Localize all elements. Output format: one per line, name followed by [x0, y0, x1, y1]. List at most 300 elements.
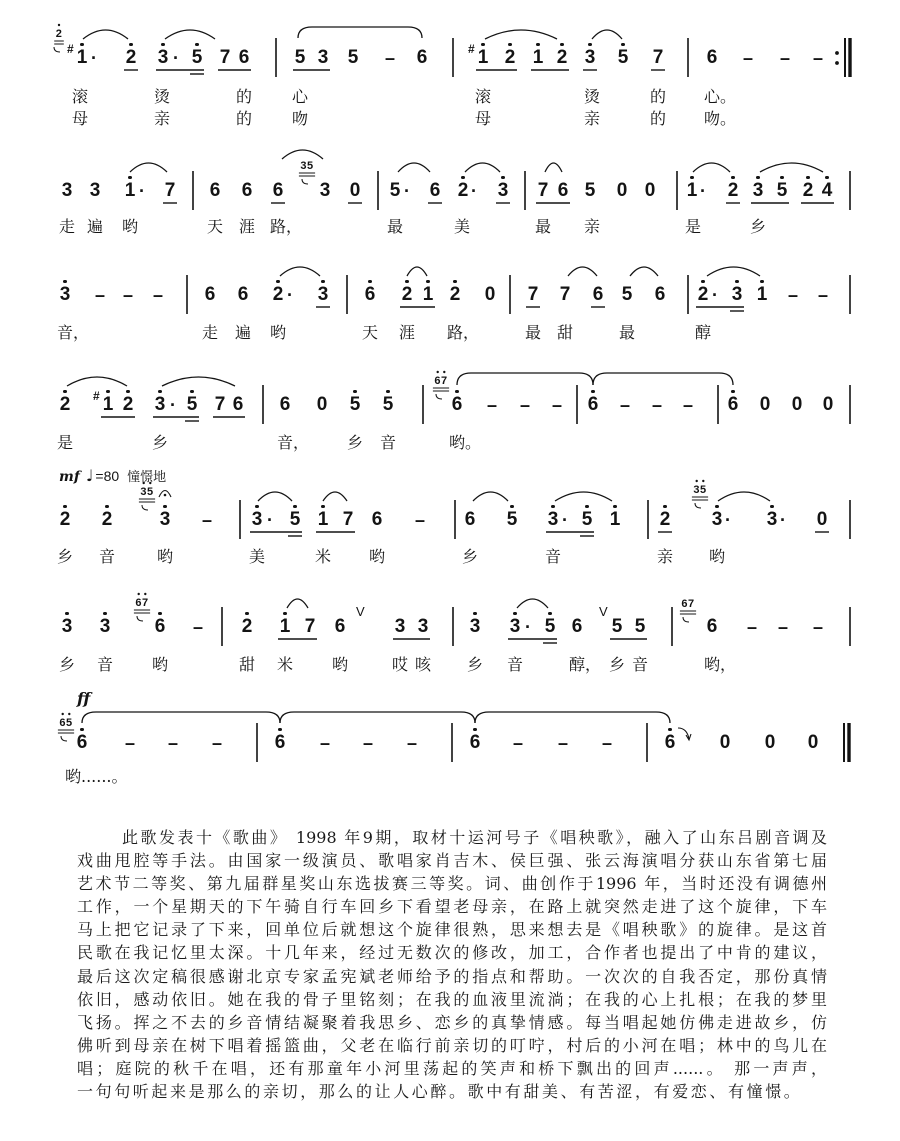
rest — [760, 733, 780, 753]
note — [465, 617, 485, 637]
note — [57, 617, 77, 637]
slur-curve — [407, 267, 427, 276]
lyric-word: 哟 — [122, 217, 139, 236]
octave-dot-above-icon — [461, 176, 464, 179]
note — [97, 510, 117, 530]
note-digit: – — [414, 510, 425, 530]
note — [55, 395, 75, 415]
note-digit: – — [362, 733, 373, 753]
note — [702, 617, 722, 637]
lyric-word: 遍 — [235, 323, 252, 342]
octave-dot-above-icon — [510, 505, 513, 508]
hold-dash — [775, 48, 795, 68]
note-digit: 3 — [319, 180, 331, 201]
note — [55, 285, 75, 305]
note-digit: 6 — [232, 394, 244, 415]
note-digit: – — [651, 395, 662, 415]
note — [460, 510, 480, 530]
rest — [480, 285, 500, 305]
note-digit: 6 — [274, 732, 286, 753]
note — [555, 285, 575, 305]
octave-dot-above-icon — [591, 390, 594, 393]
lyric-word: 涯 — [239, 217, 256, 236]
slur-curve — [465, 163, 500, 172]
note-digit: – — [94, 285, 105, 305]
grace-octave-dot-icon — [437, 371, 439, 373]
grace-octave-dot-icon — [62, 713, 64, 715]
octave-dot-above-icon — [245, 612, 248, 615]
octave-dot-above-icon — [353, 390, 356, 393]
note-digit: 0 — [807, 732, 819, 753]
rest — [640, 181, 660, 201]
lyric-word: 米 — [277, 655, 294, 674]
hold-dash — [738, 48, 758, 68]
note — [233, 285, 253, 305]
rest — [787, 395, 807, 415]
description-line: 工作，一个星期天的下午骑自行车回乡下看望老母亲，在路上就突然走进了这个旋律，下车 — [77, 897, 827, 917]
note-digit: 6 — [727, 394, 739, 415]
note-digit: 2 — [272, 284, 284, 305]
grace-octave-dot-icon — [696, 480, 698, 482]
note-digit: 0 — [822, 394, 834, 415]
lyric-word: 的 — [650, 109, 667, 128]
lyric-word: 的 — [236, 109, 253, 128]
note-digit: 6 — [706, 616, 718, 637]
note-digit: 5 — [584, 180, 596, 201]
note — [313, 510, 333, 530]
lyric-word: 母 — [72, 109, 89, 128]
note-digit: 7 — [304, 616, 316, 637]
note-digit: 3 — [417, 616, 429, 637]
note-digit: · — [525, 617, 531, 637]
note — [553, 181, 573, 201]
description-line: 艺术节二等奖、第九届群星奖山东选拔赛三等奖。词、曲创作于1996 年，当时还没有调德州 — [77, 874, 827, 894]
lyric-word: 哟 — [709, 547, 726, 566]
note-digit: 2 — [125, 47, 137, 68]
note-digit: 3 — [584, 47, 596, 68]
octave-dot-above-icon — [195, 43, 198, 46]
note-digit: – — [746, 617, 757, 637]
hold-dash — [515, 395, 535, 415]
note-digit: – — [512, 733, 523, 753]
slur-curve — [707, 267, 760, 276]
note — [118, 395, 138, 415]
rest — [803, 733, 823, 753]
note-digit: 7 — [559, 284, 571, 305]
note-digit: – — [167, 733, 178, 753]
lyric-word: 音 — [507, 655, 524, 674]
note — [237, 617, 257, 637]
note — [650, 285, 670, 305]
note-digit: 5 — [382, 394, 394, 415]
note — [155, 510, 175, 530]
lyric-word: 醇， — [569, 655, 602, 674]
hold-dash — [773, 617, 793, 637]
note-digit: 3 — [251, 509, 263, 530]
note-digit: 6 — [364, 284, 376, 305]
note-digit: 2 — [504, 47, 516, 68]
lyric-word: 美 — [454, 217, 471, 236]
octave-dot-above-icon — [756, 176, 759, 179]
note-digit: 0 — [616, 180, 628, 201]
note-digit: 7 — [652, 47, 664, 68]
note-digit: 3 — [154, 394, 166, 415]
lyric-word: 醇 — [695, 323, 712, 342]
slur-curve — [282, 150, 323, 159]
hold-dash — [90, 285, 110, 305]
note-digit: – — [779, 48, 790, 68]
note-digit: 0 — [759, 394, 771, 415]
octave-dot-above-icon — [453, 280, 456, 283]
lyric-word: 心。 — [704, 87, 737, 106]
octave-dot-above-icon — [293, 505, 296, 508]
octave-dot-above-icon — [105, 505, 108, 508]
score-system-lines — [130, 150, 850, 210]
sharp-accidental-icon: # — [93, 389, 100, 403]
tie-curve — [593, 373, 733, 385]
note-digit: 5 — [611, 616, 623, 637]
lyric-word: 哟， — [704, 655, 737, 674]
lyric-word: 哟......。 — [65, 767, 128, 786]
lyric-word: 亲 — [154, 109, 171, 128]
note-digit: 6 — [664, 732, 676, 753]
note-digit: 5 — [349, 394, 361, 415]
breath-mark: V — [356, 604, 365, 619]
octave-dot-above-icon — [63, 390, 66, 393]
note-digit: 2 — [449, 284, 461, 305]
lyric-word: 吻 — [292, 109, 309, 128]
note — [338, 510, 358, 530]
note-digit: 1 — [279, 616, 291, 637]
note — [315, 181, 335, 201]
octave-dot-above-icon — [760, 280, 763, 283]
grace-hook-icon — [137, 616, 143, 621]
note-digit: 7 — [342, 509, 354, 530]
note — [580, 181, 600, 201]
note-digit: 6 — [76, 732, 88, 753]
octave-dot-above-icon — [770, 505, 773, 508]
note — [723, 181, 743, 201]
note-digit: – — [551, 395, 562, 415]
repeat-dot-icon — [835, 61, 839, 65]
grace-hook-icon — [302, 179, 308, 184]
hold-dash — [547, 395, 567, 415]
octave-dot-above-icon — [65, 612, 68, 615]
note-digit: 6 — [571, 616, 583, 637]
lyric-word: 音 — [99, 547, 116, 566]
hold-dash — [678, 395, 698, 415]
note-digit: 1 — [686, 180, 698, 201]
lyric-word: 走 — [59, 217, 76, 236]
note — [234, 48, 254, 68]
note-digit: – — [812, 48, 823, 68]
note — [360, 285, 380, 305]
note — [528, 48, 548, 68]
note-digit: 0 — [644, 180, 656, 201]
note-digit: – — [817, 285, 828, 305]
octave-dot-above-icon — [63, 280, 66, 283]
lyric-word: 亲 — [584, 109, 601, 128]
note — [93, 389, 118, 415]
lyric-word: 涯 — [399, 323, 416, 342]
note — [187, 48, 207, 68]
octave-dot-above-icon — [321, 505, 324, 508]
octave-dot-above-icon — [455, 390, 458, 393]
note — [552, 48, 572, 68]
note-digit: 0 — [816, 509, 828, 530]
hold-dash — [647, 395, 667, 415]
lyric-word: 母 — [475, 109, 492, 128]
note-digit: – — [787, 285, 798, 305]
note-digit: 6 — [557, 180, 569, 201]
grace-octave-dot-icon — [68, 713, 70, 715]
note-digit: 2 — [697, 284, 709, 305]
note-digit: – — [519, 395, 530, 415]
octave-dot-above-icon — [405, 280, 408, 283]
note-digit: 2 — [802, 180, 814, 201]
octave-dot-above-icon — [321, 280, 324, 283]
note-digit: · — [700, 181, 706, 201]
hold-dash — [118, 285, 138, 305]
note-digit: 2 — [727, 180, 739, 201]
description-line: 此歌发表十《歌曲》 1998 年9期，取材十运河号子《唱秧歌》，融入了山东吕剧音调及 — [122, 828, 827, 847]
augmentation-dot — [84, 48, 104, 68]
note — [533, 181, 553, 201]
note — [268, 181, 288, 201]
slur-curve — [398, 163, 430, 172]
lyric-word: 滚 — [72, 87, 89, 106]
note-digit: – — [124, 733, 135, 753]
note-digit: 5 — [544, 616, 556, 637]
octave-dot-above-icon — [715, 505, 718, 508]
note — [210, 395, 230, 415]
note — [425, 181, 445, 201]
lyric-word: 乡 — [609, 655, 626, 674]
note-digit: – — [319, 733, 330, 753]
note — [702, 48, 722, 68]
note-digit: 6 — [204, 284, 216, 305]
note-digit: 7 — [527, 284, 539, 305]
note-digit: 0 — [316, 394, 328, 415]
note-digit: · — [712, 285, 718, 305]
note — [723, 395, 743, 415]
octave-dot-above-icon — [126, 390, 129, 393]
augmentation-dot — [166, 48, 186, 68]
hold-dash — [402, 733, 422, 753]
tie-curve — [82, 712, 280, 723]
note — [577, 510, 597, 530]
grace-hook-icon — [436, 394, 442, 399]
note — [55, 510, 75, 530]
slur-curve — [287, 599, 308, 608]
note-digit: · — [91, 48, 97, 68]
lyric-word: 乡 — [750, 217, 767, 236]
lyric-word: 咳 — [415, 655, 432, 674]
hold-dash — [197, 510, 217, 530]
note — [630, 617, 650, 637]
note-digit: 2 — [122, 394, 134, 415]
octave-dot-above-icon — [780, 176, 783, 179]
lyric-word: 最 — [525, 323, 542, 342]
description-line: 唱；庭院的秋千在唱，还有那童年小河里荡起的笑声和桥下飘出的回声......。 那一声声， — [77, 1058, 827, 1078]
grace-note: 2 — [55, 28, 63, 40]
lyric-word: 哟 — [157, 547, 174, 566]
note — [200, 285, 220, 305]
lyric-word: 最 — [619, 323, 636, 342]
note — [367, 510, 387, 530]
note — [313, 285, 333, 305]
note-digit: 0 — [349, 180, 361, 201]
description-line: 佛听到母亲在树下唱着摇篮曲，父老在临行前亲切的叮咛，村后的小河在唱；林中的鸟儿在 — [77, 1035, 827, 1055]
lyric-word: 遍 — [87, 217, 104, 236]
note — [605, 510, 625, 530]
note — [493, 181, 513, 201]
note — [580, 48, 600, 68]
note-digit: 1 — [422, 284, 434, 305]
lyric-word: 心 — [292, 87, 309, 106]
grace-octave-dot-icon — [58, 24, 60, 26]
note — [313, 48, 333, 68]
note-digit: – — [211, 733, 222, 753]
lyric-word: 乡 — [462, 547, 479, 566]
note-digit: – — [557, 733, 568, 753]
sharp-accidental-icon: # — [468, 42, 475, 56]
note-digit: 2 — [659, 509, 671, 530]
note — [85, 181, 105, 201]
note — [285, 510, 305, 530]
note-digit: 5 — [581, 509, 593, 530]
grace-note: 67 — [135, 597, 149, 609]
note — [468, 42, 493, 68]
description-line: 最后这次定稿很感谢北京专家孟宪斌老师给予的指点和帮助。一次次的自我否定，那份真情 — [77, 966, 827, 986]
hold-dash — [207, 733, 227, 753]
octave-dot-above-icon — [129, 43, 132, 46]
augmentation-dot — [518, 617, 538, 637]
hold-dash — [742, 617, 762, 637]
augmentation-dot — [705, 285, 725, 305]
octave-dot-above-icon — [481, 43, 484, 46]
note-digit: 5 — [289, 509, 301, 530]
lyric-word: 米 — [315, 547, 332, 566]
octave-dot-above-icon — [276, 280, 279, 283]
note-digit: 1 — [76, 47, 88, 68]
note-digit: 3 — [317, 284, 329, 305]
note-digit: 1 — [532, 47, 544, 68]
hold-dash — [783, 285, 803, 305]
octave-dot-above-icon — [701, 280, 704, 283]
note-digit: 6 — [654, 284, 666, 305]
note — [275, 617, 295, 637]
lyric-word: 天 — [207, 217, 224, 236]
note-digit: · — [139, 181, 145, 201]
fermata-dot-icon — [164, 494, 167, 497]
note — [748, 181, 768, 201]
note-digit: 7 — [164, 180, 176, 201]
octave-dot-above-icon — [368, 280, 371, 283]
hold-dash — [508, 733, 528, 753]
note — [502, 510, 522, 530]
note-digit: 5 — [191, 47, 203, 68]
note-digit: – — [619, 395, 630, 415]
note — [378, 395, 398, 415]
note — [160, 181, 180, 201]
note — [228, 395, 248, 415]
lyric-word: 亲 — [584, 217, 601, 236]
slur-curve — [473, 492, 508, 501]
description-line: 戏曲甩腔等手法。由国家一级演员、歌唱家肖吉木、侯巨强、张云海演唱分获山东省第七届 — [77, 851, 827, 871]
grace-note: 35 — [693, 484, 707, 496]
grace-hook-icon — [695, 503, 701, 508]
note-digit: 2 — [101, 509, 113, 530]
note-digit: 7 — [214, 394, 226, 415]
lyric-word: 哎 — [392, 655, 409, 674]
grace-octave-dot-icon — [443, 371, 445, 373]
grace-note: 35 — [300, 160, 314, 172]
slur-curve — [67, 377, 127, 386]
augmentation-dot — [163, 395, 183, 415]
octave-dot-above-icon — [588, 43, 591, 46]
note-digit: 1 — [317, 509, 329, 530]
octave-dot-above-icon — [825, 176, 828, 179]
lyric-word: 音 — [380, 433, 397, 452]
note-digit: – — [812, 617, 823, 637]
note-digit: 1 — [756, 284, 768, 305]
lyric-word: 哟 — [270, 323, 287, 342]
note — [523, 285, 543, 305]
augmentation-dot — [397, 181, 417, 201]
octave-dot-above-icon — [283, 612, 286, 615]
grace-hook-icon — [683, 617, 689, 622]
description-line: 马上把它记录了下来，回单位后就想这个旋律很熟，思来想去是《唱秧歌》的旋律。是这首 — [77, 920, 827, 940]
octave-dot-above-icon — [158, 612, 161, 615]
song-description — [77, 826, 827, 1103]
lyric-word: 乡 — [59, 655, 76, 674]
octave-dot-above-icon — [621, 43, 624, 46]
octave-dot-above-icon — [106, 390, 109, 393]
rest — [312, 395, 332, 415]
note-digit: – — [152, 285, 163, 305]
note-digit: – — [384, 48, 395, 68]
slur-curve — [280, 267, 320, 276]
octave-dot-above-icon — [426, 280, 429, 283]
note — [345, 395, 365, 415]
lyric-word: 甜 — [239, 655, 256, 674]
note-digit: – — [192, 617, 203, 637]
octave-dot-above-icon — [473, 728, 476, 731]
rest — [812, 510, 832, 530]
note — [447, 395, 467, 415]
note — [798, 181, 818, 201]
octave-dot-above-icon — [731, 390, 734, 393]
lyric-word: 最 — [387, 217, 404, 236]
hold-dash — [482, 395, 502, 415]
note — [465, 733, 485, 753]
octave-dot-above-icon — [278, 728, 281, 731]
augmentation-dot — [260, 510, 280, 530]
note-digit: – — [742, 48, 753, 68]
note — [418, 285, 438, 305]
note-digit: 5 — [294, 47, 306, 68]
note-digit: 6 — [592, 284, 604, 305]
note-digit: 0 — [719, 732, 731, 753]
lyric-word: 音， — [57, 323, 90, 342]
augmentation-dot — [555, 510, 575, 530]
note-digit: 0 — [791, 394, 803, 415]
note — [655, 510, 675, 530]
note-digit: 5 — [776, 180, 788, 201]
lyric-word: 音 — [545, 547, 562, 566]
tempo-value: =80 — [95, 468, 120, 484]
